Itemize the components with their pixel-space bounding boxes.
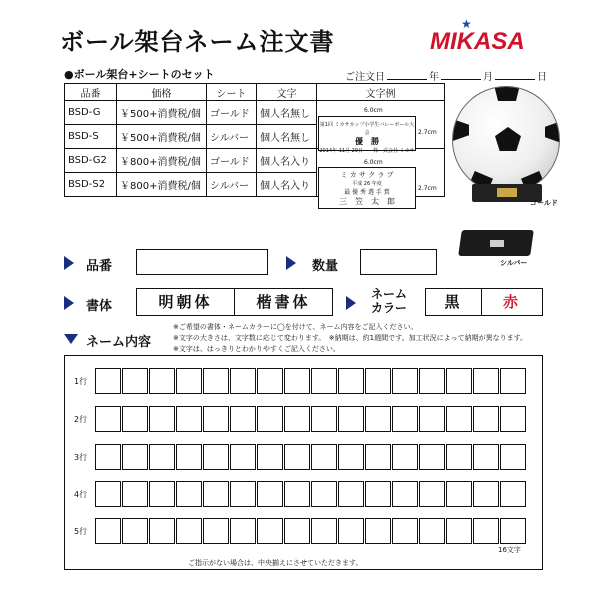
char-cell[interactable] <box>176 444 202 470</box>
font-option-kaisho[interactable]: 楷書体 <box>234 288 333 316</box>
th-sheet: シート <box>207 84 257 101</box>
triangle-marker-icon <box>64 296 74 310</box>
char-cell[interactable] <box>122 518 148 544</box>
page-title: ボール架台ネーム注文書 <box>60 28 335 56</box>
cell-code: BSD-S2 <box>65 173 117 197</box>
cell-sheet: シルバー <box>207 173 257 197</box>
char-cell[interactable] <box>446 444 472 470</box>
color-option-black[interactable]: 黒 <box>425 288 482 316</box>
row-label: 1行 <box>74 377 88 386</box>
qty-label: 数量 <box>312 259 339 274</box>
order-date-month-blank[interactable] <box>441 79 481 80</box>
char-cell[interactable] <box>473 368 499 394</box>
char-cell[interactable] <box>149 368 175 394</box>
cell-sheet: シルバー <box>207 125 257 149</box>
char-cell[interactable] <box>122 406 148 432</box>
gold-stand-label: ゴールド <box>530 199 558 207</box>
char-cell[interactable] <box>284 444 310 470</box>
ball-patch <box>495 127 521 151</box>
ball-patch <box>545 119 560 145</box>
example1-line3: 2014年 11月 29日 株 式会社 ミカサ <box>319 148 415 154</box>
char-cell[interactable] <box>446 368 472 394</box>
brand-logo: MIKASA <box>430 28 525 55</box>
char-cell[interactable] <box>257 481 283 507</box>
char-cell[interactable] <box>365 481 391 507</box>
example1-width: 6.0cm <box>364 107 383 114</box>
char-cell[interactable] <box>95 481 121 507</box>
example2-line4: 三 笠 太 郎 <box>339 197 395 206</box>
char-cell[interactable] <box>122 481 148 507</box>
brand-star-icon: ★ <box>461 17 472 31</box>
char-cell[interactable] <box>419 481 445 507</box>
char-cell[interactable] <box>473 444 499 470</box>
char-cell[interactable] <box>203 406 229 432</box>
cell-price: ￥800+消費税/個 <box>117 149 207 173</box>
char-cell[interactable] <box>176 481 202 507</box>
char-cell[interactable] <box>392 368 418 394</box>
triangle-marker-icon <box>286 256 296 270</box>
gold-plate-image <box>497 188 517 197</box>
char-cell[interactable] <box>149 444 175 470</box>
char-cell[interactable] <box>392 481 418 507</box>
char-cell[interactable] <box>257 518 283 544</box>
char-cell[interactable] <box>257 444 283 470</box>
char-cell[interactable] <box>338 481 364 507</box>
char-cell[interactable] <box>176 368 202 394</box>
set-subtitle: ●ボール架台+シートのセット <box>64 68 215 81</box>
order-date-year-label: 年 <box>429 72 439 83</box>
th-example: 文字例 <box>317 84 445 101</box>
char-cell[interactable] <box>392 444 418 470</box>
soccer-ball-image <box>452 86 560 194</box>
char-cell[interactable] <box>365 406 391 432</box>
char-cell[interactable] <box>419 444 445 470</box>
note-line: ※文字の大きさは、文字数に応じて変わります。 ※納期は、約1週間です。加工状況によって納期が異なります。 <box>173 334 528 342</box>
char-cell[interactable] <box>176 406 202 432</box>
cell-sheet: ゴールド <box>207 101 257 125</box>
char-cell[interactable] <box>365 518 391 544</box>
cell-sheet: ゴールド <box>207 149 257 173</box>
order-date-month-label: 月 <box>483 72 493 83</box>
char-cell[interactable] <box>311 368 337 394</box>
row-label: 4行 <box>74 490 88 499</box>
char-cell[interactable] <box>149 406 175 432</box>
char-cell[interactable] <box>230 406 256 432</box>
char-cell[interactable] <box>500 444 526 470</box>
char-count-label: 16文字 <box>498 546 521 554</box>
cell-price: ￥500+消費税/個 <box>117 125 207 149</box>
order-date-day-blank[interactable] <box>495 79 535 80</box>
note-line: ※文字は、はっきりとわかりやすくご記入ください。 <box>173 345 340 353</box>
example2-line1: ミ カ サ ク ラ ブ <box>340 171 394 179</box>
char-cell[interactable] <box>203 444 229 470</box>
char-cell[interactable] <box>176 518 202 544</box>
char-cell[interactable] <box>473 406 499 432</box>
char-cell[interactable] <box>311 406 337 432</box>
char-cell[interactable] <box>149 518 175 544</box>
char-cell[interactable] <box>95 444 121 470</box>
row-label: 5行 <box>74 527 88 536</box>
code-label: 品番 <box>86 259 113 274</box>
name-entry-grid <box>64 355 543 570</box>
font-option-mincho[interactable]: 明朝体 <box>136 288 235 316</box>
qty-input[interactable] <box>360 249 437 275</box>
char-cell[interactable] <box>473 518 499 544</box>
cell-code: BSD-S <box>65 125 117 149</box>
char-cell[interactable] <box>338 518 364 544</box>
code-input[interactable] <box>136 249 268 275</box>
char-cell[interactable] <box>311 518 337 544</box>
cell-text: 個人名入り <box>257 149 317 173</box>
color-label: ネーム カラー <box>371 287 408 315</box>
cell-code: BSD-G2 <box>65 149 117 173</box>
char-cell[interactable] <box>257 368 283 394</box>
th-code: 品番 <box>65 84 117 101</box>
cell-price: ￥800+消費税/個 <box>117 173 207 197</box>
char-cell[interactable] <box>230 481 256 507</box>
example2-height: 2.7cm <box>418 185 437 192</box>
example2-line3: 最 優 秀 選 手 賞 <box>344 189 390 196</box>
char-cell[interactable] <box>500 368 526 394</box>
char-cell[interactable] <box>257 406 283 432</box>
char-cell[interactable] <box>203 518 229 544</box>
example2-width: 6.0cm <box>364 159 383 166</box>
char-cell[interactable] <box>500 481 526 507</box>
char-cell[interactable] <box>95 518 121 544</box>
char-cell[interactable] <box>392 518 418 544</box>
char-cell[interactable] <box>338 444 364 470</box>
char-cell[interactable] <box>284 406 310 432</box>
char-cell[interactable] <box>230 518 256 544</box>
example1-plate <box>318 116 416 154</box>
char-cell[interactable] <box>311 481 337 507</box>
char-cell[interactable] <box>365 444 391 470</box>
char-cell[interactable] <box>500 406 526 432</box>
char-cell[interactable] <box>311 444 337 470</box>
name-content-label: ネーム内容 <box>86 335 152 350</box>
note-line: ※ご希望の書体・ネームカラーに◯を付けて、ネーム内容をご記入ください。 <box>173 323 418 331</box>
char-cell[interactable] <box>338 406 364 432</box>
th-text: 文字 <box>257 84 317 101</box>
example1-height: 2.7cm <box>418 129 437 136</box>
example2-plate <box>318 167 416 209</box>
instruction-notes <box>173 322 527 355</box>
char-cell[interactable] <box>284 368 310 394</box>
triangle-marker-icon <box>64 256 74 270</box>
char-cell[interactable] <box>284 518 310 544</box>
silver-stand-label: シルバー <box>500 259 528 267</box>
ball-patch <box>493 86 521 101</box>
char-cell[interactable] <box>446 406 472 432</box>
cell-price: ￥500+消費税/個 <box>117 101 207 125</box>
row-label: 2行 <box>74 415 88 424</box>
char-cell[interactable] <box>365 368 391 394</box>
order-date-year-blank[interactable] <box>387 79 427 80</box>
triangle-down-icon <box>64 334 78 344</box>
spec-table-header <box>65 84 445 101</box>
order-date <box>345 68 547 83</box>
ball-patch <box>452 117 469 143</box>
char-cell[interactable] <box>230 368 256 394</box>
cell-code: BSD-G <box>65 101 117 125</box>
char-cell[interactable] <box>122 444 148 470</box>
char-cell[interactable] <box>203 481 229 507</box>
char-cell[interactable] <box>446 518 472 544</box>
example1-line2: 優 勝 <box>355 137 379 146</box>
triangle-marker-icon <box>346 296 356 310</box>
order-date-day-label: 日 <box>537 72 547 83</box>
char-cell[interactable] <box>446 481 472 507</box>
cell-text: 個人名無し <box>257 125 317 149</box>
char-cell[interactable] <box>203 368 229 394</box>
char-cell[interactable] <box>149 481 175 507</box>
font-label: 書体 <box>86 299 113 314</box>
color-option-red[interactable]: 赤 <box>481 288 543 316</box>
char-cell[interactable] <box>284 481 310 507</box>
char-cell[interactable] <box>473 481 499 507</box>
order-date-label: ご注文日 <box>345 72 385 83</box>
row-label: 3行 <box>74 453 88 462</box>
silver-plate-image <box>490 240 504 247</box>
char-cell[interactable] <box>122 368 148 394</box>
grid-footnote: ご指示がない場合は、中央揃えにさせていただきます。 <box>188 559 363 567</box>
example2-line2: 平成 26 年度 <box>352 181 382 187</box>
char-cell[interactable] <box>419 518 445 544</box>
char-cell[interactable] <box>500 518 526 544</box>
char-cell[interactable] <box>230 444 256 470</box>
char-cell[interactable] <box>338 368 364 394</box>
example1-line1: 第1回 ミカサカップ小学生バレーボール大会 <box>319 122 415 136</box>
char-cell[interactable] <box>419 368 445 394</box>
cell-text: 個人名入り <box>257 173 317 197</box>
char-cell[interactable] <box>419 406 445 432</box>
th-price: 価格 <box>117 84 207 101</box>
char-cell[interactable] <box>95 406 121 432</box>
char-cell[interactable] <box>392 406 418 432</box>
cell-text: 個人名無し <box>257 101 317 125</box>
char-cell[interactable] <box>95 368 121 394</box>
